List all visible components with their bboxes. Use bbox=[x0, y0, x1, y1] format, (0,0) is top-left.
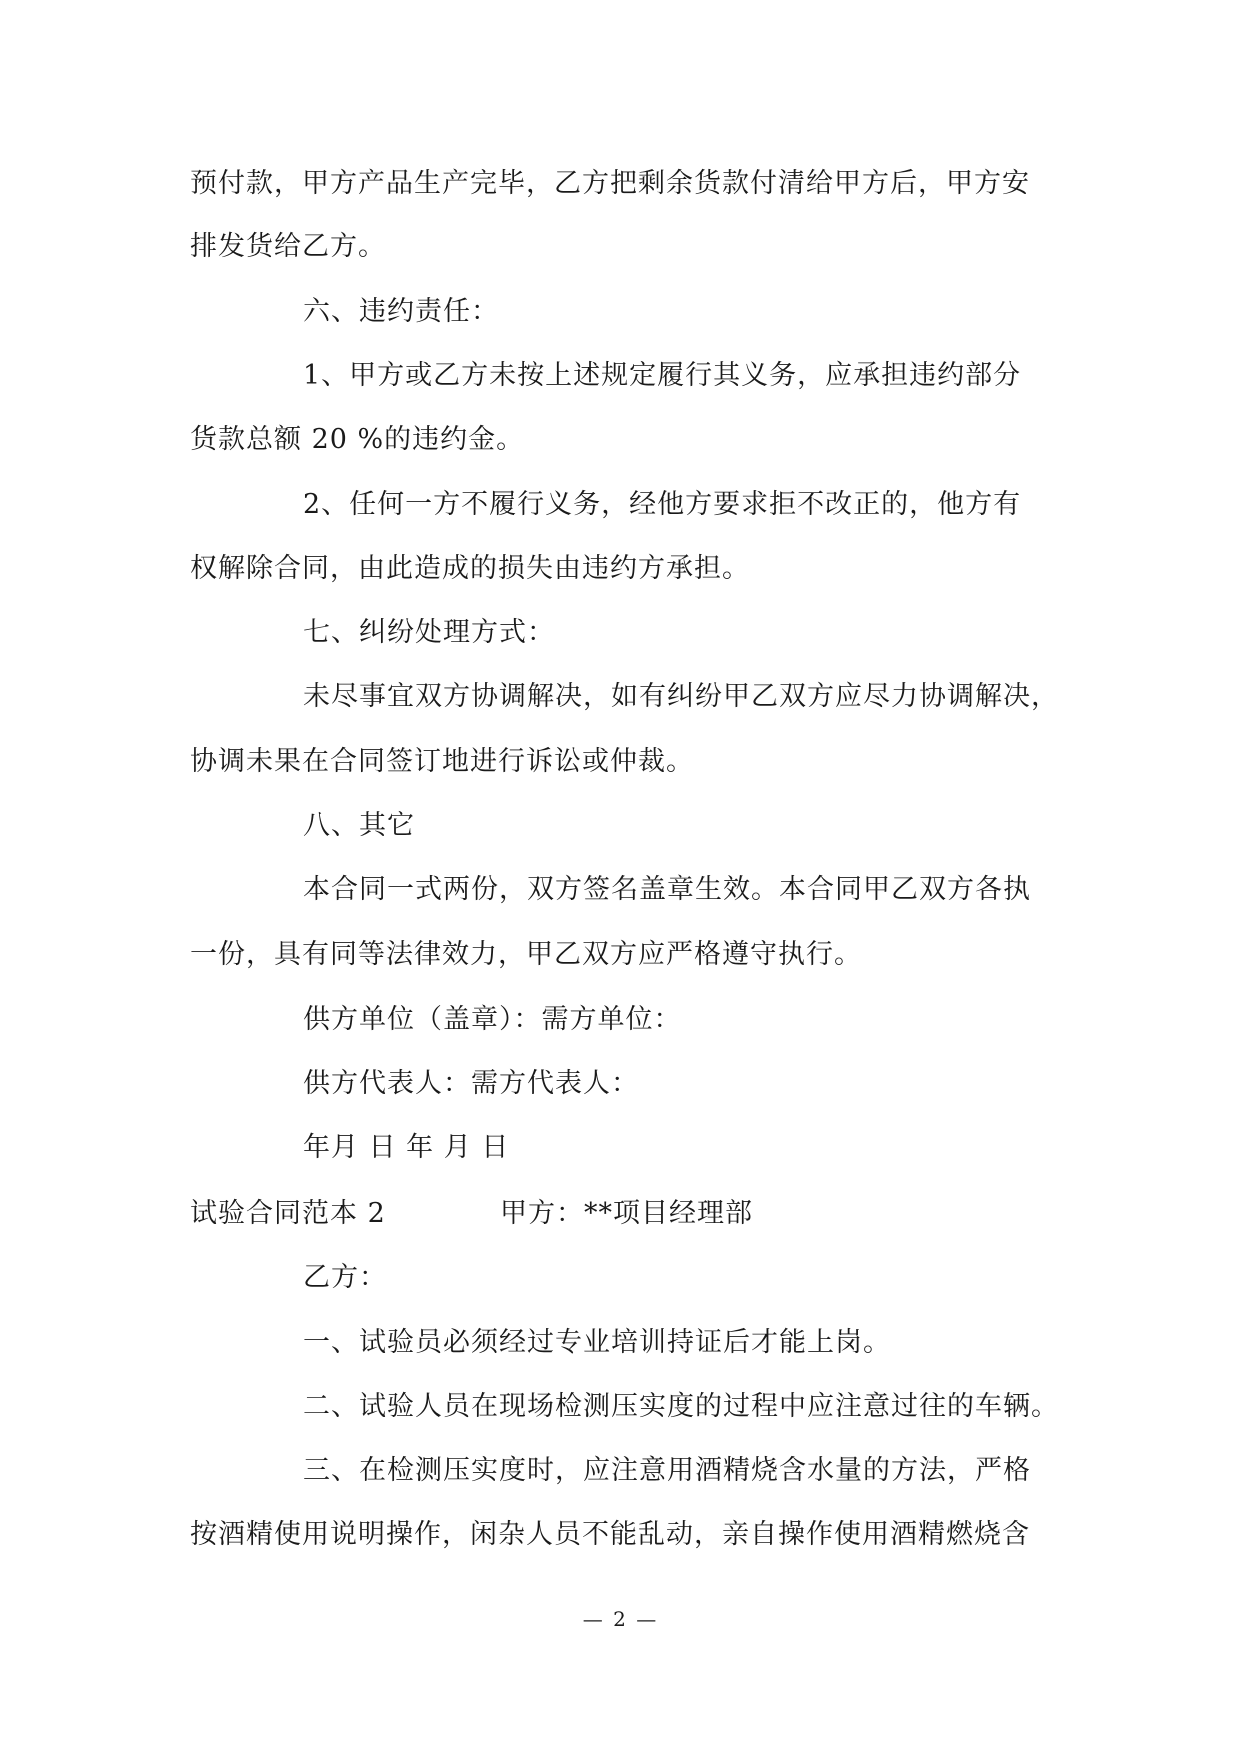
paragraph-line: 一份，具有同等法律效力，甲乙双方应严格遵守执行。 bbox=[190, 939, 862, 970]
signature-date-line: 年月 日 年 月 日 bbox=[303, 1132, 510, 1163]
paragraph-line: 一、试验员必须经过专业培训持证后才能上岗。 bbox=[303, 1327, 891, 1358]
contract-2-heading bbox=[190, 1196, 753, 1232]
paragraph-line: 未尽事宜双方协调解决，如有纠纷甲乙双方应尽力协调解决， bbox=[303, 681, 1059, 712]
paragraph-line: 协调未果在合同签订地进行诉讼或仲裁。 bbox=[190, 746, 694, 777]
party-b-label: 乙方： bbox=[303, 1262, 387, 1293]
paragraph-line: 三、在检测压实度时，应注意用酒精烧含水量的方法，严格 bbox=[303, 1455, 1031, 1486]
paragraph-line: 货款总额 20 %的违约金。 bbox=[190, 424, 525, 455]
paragraph-line: 本合同一式两份，双方签名盖章生效。本合同甲乙双方各执 bbox=[303, 874, 1031, 905]
contract-2-title: 试验合同范本 2 bbox=[190, 1198, 386, 1229]
party-a-label: 甲方：**项目经理部 bbox=[500, 1198, 753, 1229]
paragraph-line: 1、甲方或乙方未按上述规定履行其义务，应承担违约部分 bbox=[303, 360, 1022, 391]
paragraph-line: 2、任何一方不履行义务，经他方要求拒不改正的，他方有 bbox=[303, 489, 1022, 520]
signature-representative-line: 供方代表人：需方代表人： bbox=[303, 1068, 639, 1099]
paragraph-line: 排发货给乙方。 bbox=[190, 231, 386, 262]
section-heading-dispute: 七、纠纷处理方式： bbox=[303, 617, 555, 648]
signature-unit-line: 供方单位（盖章）：需方单位： bbox=[303, 1004, 682, 1035]
section-heading-breach: 六、违约责任： bbox=[303, 296, 499, 327]
paragraph-line: 按酒精使用说明操作，闲杂人员不能乱动，亲自操作使用酒精燃烧含 bbox=[190, 1519, 1030, 1550]
paragraph-line: 权解除合同，由此造成的损失由违约方承担。 bbox=[190, 553, 750, 584]
page-number: — 2 — bbox=[582, 1607, 659, 1631]
section-heading-other: 八、其它 bbox=[303, 810, 415, 841]
paragraph-line: 二、试验人员在现场检测压实度的过程中应注意过往的车辆。 bbox=[303, 1391, 1059, 1422]
paragraph-line: 预付款，甲方产品生产完毕，乙方把剩余货款付清给甲方后，甲方安 bbox=[190, 168, 1030, 199]
